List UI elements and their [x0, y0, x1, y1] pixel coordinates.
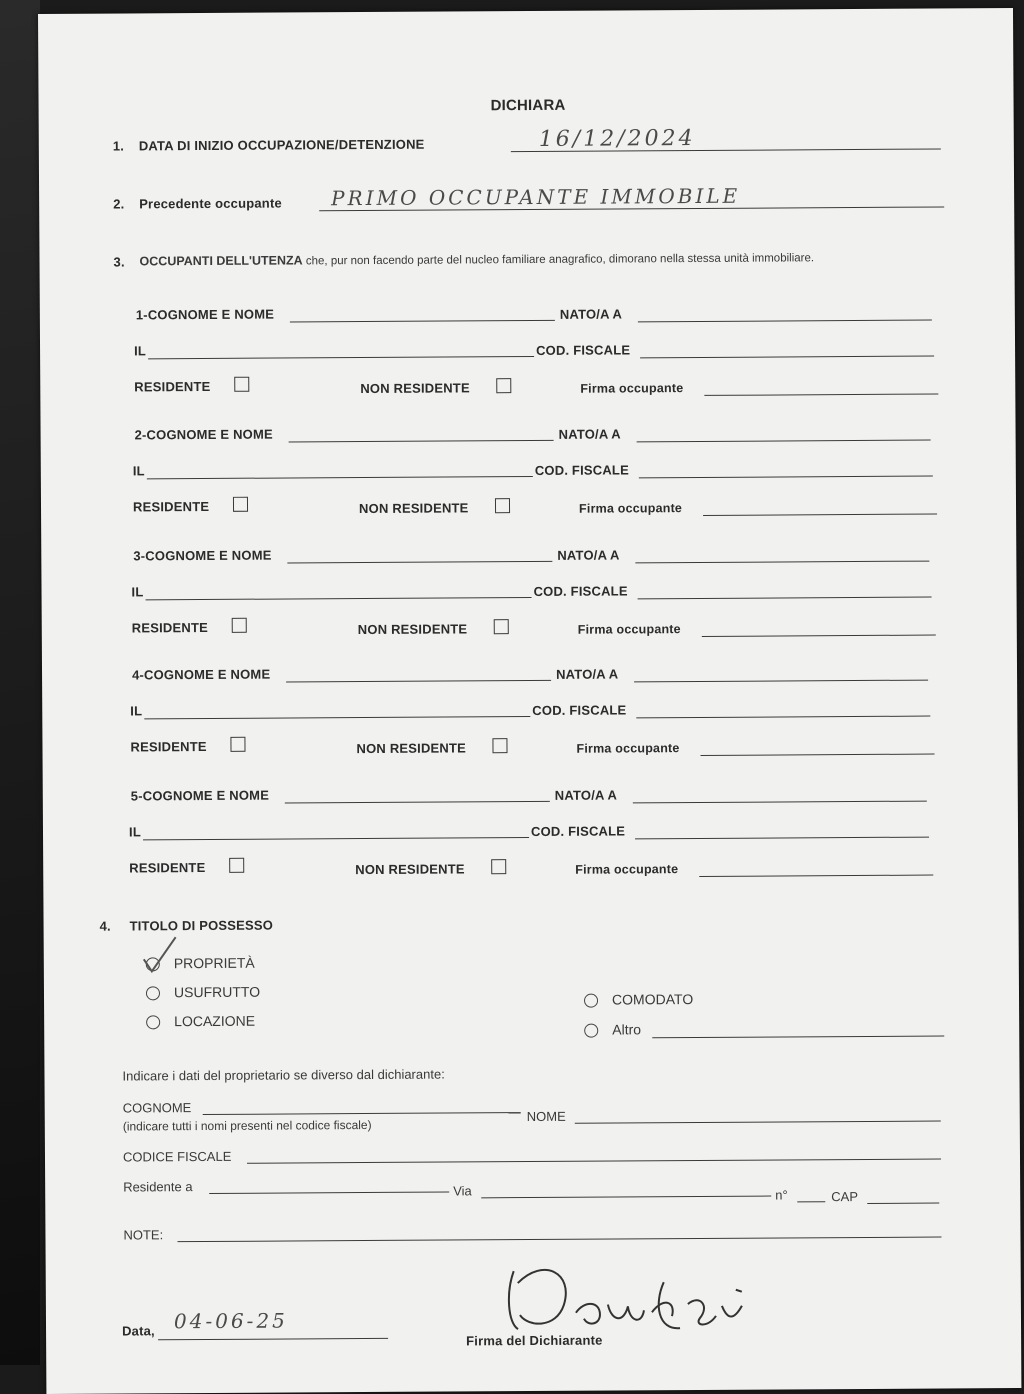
- occupant-2-nato-line[interactable]: [637, 440, 931, 443]
- occupant-5-firma-label: Firma occupante: [575, 862, 679, 877]
- occupant-2-cod-label: COD. FISCALE: [534, 462, 629, 478]
- owner-codice-line[interactable]: [247, 1159, 941, 1164]
- option-locazione-radio[interactable]: [146, 1015, 160, 1029]
- page-title: DICHIARA: [490, 96, 566, 115]
- owner-cognome-label: COGNOME: [122, 1100, 192, 1116]
- occupant-3-residente-checkbox[interactable]: [232, 618, 247, 633]
- occupant-5-cod-line[interactable]: [635, 837, 929, 840]
- occupant-4-firma-line[interactable]: [701, 754, 935, 756]
- occupant-3-nato-line[interactable]: [635, 561, 929, 564]
- occupant-2-firma-label: Firma occupante: [578, 501, 683, 516]
- occupant-4-il-label: IL: [130, 703, 143, 719]
- owner-n-label: n°: [775, 1187, 788, 1203]
- item2-label: Precedente occupante: [139, 195, 282, 212]
- occupant-2-residente-checkbox[interactable]: [233, 497, 248, 512]
- occupant-4-non-residente-checkbox[interactable]: [492, 738, 507, 753]
- occupant-5-non-residente-label: NON RESIDENTE: [355, 861, 465, 878]
- owner-note-line[interactable]: [177, 1237, 941, 1243]
- occupant-5-residente-checkbox[interactable]: [229, 858, 244, 873]
- owner-intro: Indicare i dati del proprietario se diverso dal dichiarante:: [122, 1066, 445, 1084]
- option-comodato-label: COMODATO: [611, 991, 694, 1008]
- occupant-5-il-label: IL: [128, 824, 141, 840]
- occupant-1-residente-label: RESIDENTE: [134, 378, 211, 395]
- occupant-3-cod-label: COD. FISCALE: [533, 583, 628, 599]
- occupant-1-firma-line[interactable]: [704, 394, 938, 396]
- occupant-1-cod-label: COD. FISCALE: [536, 342, 631, 358]
- item3-bold-label: OCCUPANTI DELL'UTENZA: [139, 253, 303, 269]
- occupant-1-nato-line[interactable]: [638, 320, 932, 323]
- occupant-5-non-residente-checkbox[interactable]: [491, 859, 506, 874]
- occupant-5-name-label: 5-COGNOME E NOME: [130, 787, 270, 804]
- occupant-5-name-line[interactable]: [285, 801, 550, 804]
- occupant-3-firma-label: Firma occupante: [577, 622, 681, 637]
- option-altro-radio[interactable]: [584, 1024, 598, 1038]
- owner-codice-label: CODICE FISCALE: [122, 1148, 232, 1165]
- owner-via-label: Via: [453, 1183, 472, 1199]
- occupant-2-non-residente-checkbox[interactable]: [495, 498, 510, 513]
- occupant-4-residente-checkbox[interactable]: [230, 737, 245, 752]
- occupant-5-nato-label: NATO/A A: [554, 787, 618, 803]
- occupant-3-name-line[interactable]: [287, 561, 552, 564]
- item4-number: 4.: [99, 918, 111, 934]
- owner-nome-line[interactable]: [575, 1121, 941, 1124]
- occupant-1-il-label: IL: [134, 343, 147, 359]
- occupant-2-name-label: 2-COGNOME E NOME: [134, 426, 273, 443]
- item1-label: DATA DI INIZIO OCCUPAZIONE/DETENZIONE: [138, 136, 425, 154]
- owner-via-line[interactable]: [481, 1196, 771, 1199]
- owner-note-label: NOTE:: [123, 1227, 164, 1243]
- background-streak: [0, 0, 40, 1365]
- occupant-2-non-residente-label: NON RESIDENTE: [358, 500, 469, 517]
- owner-cap-line[interactable]: [867, 1203, 939, 1204]
- option-locazione-label: LOCAZIONE: [174, 1012, 256, 1030]
- occupant-5-nato-line[interactable]: [633, 801, 927, 804]
- occupant-5-firma-line[interactable]: [699, 875, 933, 877]
- option-proprieta-label: PROPRIETÀ: [173, 954, 255, 972]
- occupant-2-cod-line[interactable]: [639, 476, 933, 479]
- owner-cap-label: CAP: [831, 1189, 859, 1205]
- footer-firma-label: Firma del Dichiarante: [466, 1332, 603, 1349]
- footer-data-value[interactable]: 04-06-25: [173, 1308, 288, 1334]
- owner-nome-label: NOME: [526, 1108, 566, 1125]
- occupant-3-name-label: 3-COGNOME E NOME: [133, 547, 272, 564]
- occupant-4-name-line[interactable]: [286, 680, 551, 683]
- occupant-4-firma-label: Firma occupante: [576, 741, 680, 756]
- item3-rest: che, pur non facendo parte del nucleo familiare anagrafico, dimorano nella stessa unità immobiliare.: [302, 252, 815, 268]
- owner-residente-label: Residente a: [123, 1179, 193, 1195]
- owner-n-line[interactable]: [797, 1201, 825, 1202]
- form-paper: [38, 8, 1021, 1394]
- occupant-3-residente-label: RESIDENTE: [131, 619, 208, 636]
- item3-text: [139, 248, 949, 270]
- altro-line: [652, 1035, 944, 1038]
- occupant-1-nato-label: NATO/A A: [559, 306, 623, 322]
- occupant-4-cod-label: COD. FISCALE: [532, 702, 627, 718]
- occupant-1-firma-label: Firma occupante: [580, 381, 684, 396]
- occupant-3-il-line[interactable]: [146, 597, 532, 600]
- occupant-5-residente-label: RESIDENTE: [129, 859, 206, 876]
- option-altro-label: Altro: [612, 1021, 642, 1038]
- item1-number: 1.: [112, 138, 125, 154]
- occupant-4-il-line[interactable]: [144, 716, 530, 719]
- declarant-signature: [504, 1242, 755, 1344]
- occupant-4-nato-line[interactable]: [634, 680, 928, 683]
- option-usufrutto-label: USUFRUTTO: [173, 983, 261, 1001]
- footer-data-line: [158, 1338, 388, 1340]
- occupant-1-name-line[interactable]: [290, 320, 555, 323]
- occupant-1-non-residente-label: NON RESIDENTE: [360, 380, 470, 397]
- occupant-2-il-label: IL: [132, 463, 145, 479]
- occupant-4-nato-label: NATO/A A: [555, 666, 619, 682]
- occupant-2-firma-line[interactable]: [703, 514, 937, 516]
- option-usufrutto-radio[interactable]: [146, 986, 160, 1000]
- occupant-5-cod-label: COD. FISCALE: [530, 823, 626, 840]
- occupant-5-il-line[interactable]: [143, 837, 529, 840]
- occupant-3-non-residente-checkbox[interactable]: [494, 619, 509, 634]
- owner-residente-line[interactable]: [209, 1192, 449, 1194]
- occupant-3-firma-line[interactable]: [702, 635, 936, 637]
- footer-data-label: Data,: [122, 1323, 155, 1339]
- occupant-2-name-line[interactable]: [289, 440, 554, 443]
- occupant-3-il-label: IL: [131, 584, 144, 600]
- occupant-1-non-residente-checkbox[interactable]: [496, 378, 511, 393]
- owner-cognome-note: (indicare tutti i nomi presenti nel codice fiscale): [122, 1117, 372, 1134]
- occupant-4-non-residente-label: NON RESIDENTE: [356, 740, 467, 757]
- occupant-1-cod-line[interactable]: [640, 356, 934, 359]
- occupant-2-nato-label: NATO/A A: [558, 426, 621, 442]
- item2-number: 2.: [113, 196, 125, 212]
- owner-cognome-line[interactable]: [203, 1112, 521, 1115]
- item3-number: 3.: [113, 254, 125, 270]
- option-comodato-radio[interactable]: [584, 994, 598, 1008]
- occupant-2-il-line[interactable]: [147, 476, 533, 479]
- occupant-1-name-label: 1-COGNOME E NOME: [135, 306, 275, 323]
- occupant-4-residente-label: RESIDENTE: [130, 738, 207, 755]
- occupant-3-non-residente-label: NON RESIDENTE: [357, 621, 468, 638]
- occupant-4-name-label: 4-COGNOME E NOME: [131, 666, 271, 683]
- occupant-1-il-line[interactable]: [148, 356, 534, 359]
- occupant-3-nato-label: NATO/A A: [557, 547, 620, 563]
- item4-label: TITOLO DI POSSESSO: [129, 917, 274, 934]
- occupant-2-residente-label: RESIDENTE: [132, 498, 210, 515]
- occupant-4-cod-line[interactable]: [636, 716, 930, 719]
- item1-value[interactable]: 16/12/2024: [538, 125, 696, 152]
- item2-value[interactable]: PRIMO OCCUPANTE IMMOBILE: [331, 183, 741, 211]
- occupant-1-residente-checkbox[interactable]: [234, 377, 249, 392]
- occupant-3-cod-line[interactable]: [638, 597, 932, 600]
